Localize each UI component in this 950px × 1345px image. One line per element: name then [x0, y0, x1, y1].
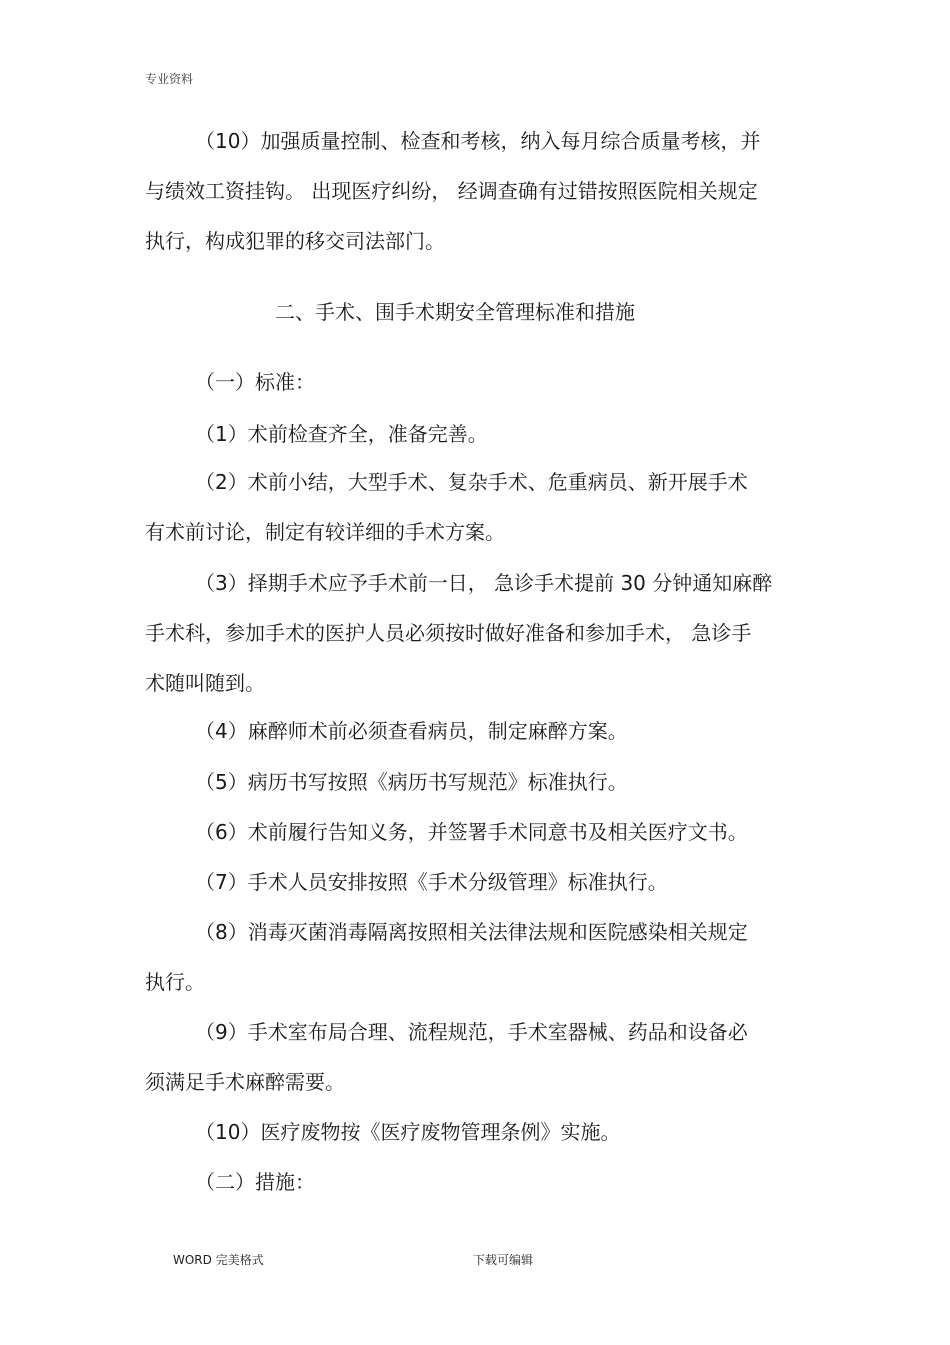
- subsection-heading: （一）标准：: [195, 370, 315, 394]
- section-heading: 二、手术、围手术期安全管理标准和措施: [275, 300, 635, 324]
- list-item: （4）麻醉师术前必须查看病员，制定麻醉方案。: [195, 719, 628, 743]
- paragraph-line: （10）加强质量控制、检查和考核，纳入每月综合质量考核，并: [195, 129, 761, 153]
- list-item: （2）术前小结，大型手术、复杂手术、危重病员、新开展手术: [195, 470, 748, 494]
- list-item: （5）病历书写按照《病历书写规范》标准执行。: [195, 770, 628, 794]
- list-item: （6）术前履行告知义务，并签署手术同意书及相关医疗文书。: [195, 820, 748, 844]
- list-item: （8）消毒灭菌消毒隔离按照相关法律法规和医院感染相关规定: [195, 920, 748, 944]
- footer-right-text: 下载可编辑: [473, 1253, 534, 1267]
- page-header: 专业资料: [145, 72, 194, 86]
- paragraph-line: 执行。: [145, 970, 205, 994]
- paragraph-line: 须满足手术麻醉需要。: [145, 1070, 345, 1094]
- list-item: （7）手术人员安排按照《手术分级管理》标准执行。: [195, 870, 668, 894]
- paragraph-line: 术随叫随到。: [145, 671, 265, 695]
- list-item: （10）医疗废物按《医疗废物管理条例》实施。: [195, 1120, 621, 1144]
- list-item: （3）择期手术应予手术前一日， 急诊手术提前 30 分钟通知麻醉: [195, 571, 773, 595]
- list-item: （1）术前检查齐全，准备完善。: [195, 422, 488, 446]
- paragraph-line: 执行，构成犯罪的移交司法部门。: [145, 229, 445, 253]
- paragraph-line: 与绩效工资挂钩。 出现医疗纠纷， 经调查确有过错按照医院相关规定: [145, 179, 758, 203]
- footer-left-text: WORD 完美格式: [173, 1253, 264, 1267]
- paragraph-line: 手术科，参加手术的医护人员必须按时做好准备和参加手术， 急诊手: [145, 621, 752, 645]
- paragraph-line: 有术前讨论，制定有较详细的手术方案。: [145, 520, 505, 544]
- subsection-heading: （二）措施：: [195, 1170, 315, 1194]
- list-item: （9）手术室布局合理、流程规范，手术室器械、药品和设备必: [195, 1020, 748, 1044]
